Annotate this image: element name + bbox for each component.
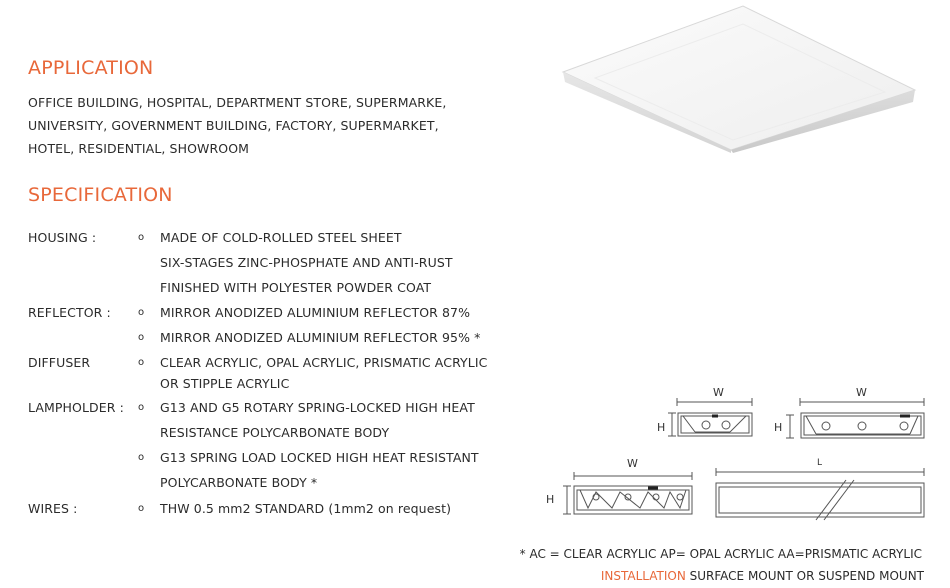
spec-text: POLYCARBONATE BODY * <box>160 475 318 490</box>
bullet-icon: o <box>138 452 145 463</box>
spec-label: HOUSING : <box>28 230 97 245</box>
spec-label: REFLECTOR : <box>28 305 111 320</box>
application-line: UNIVERSITY, GOVERNMENT BUILDING, FACTORY, SUPERMARKET, <box>28 118 439 133</box>
bullet-icon: o <box>138 332 145 343</box>
width-label-1: W <box>713 386 724 399</box>
spec-row <box>0 376 520 396</box>
height-label-1: H <box>657 421 666 434</box>
spec-row <box>0 400 520 420</box>
spec-text: G13 SPRING LOAD LOCKED HIGH HEAT RESISTANT <box>160 450 479 465</box>
bullet-icon: o <box>138 307 145 318</box>
spec-text: G13 AND G5 ROTARY SPRING-LOCKED HIGH HEAT <box>160 400 475 415</box>
installation-text: SURFACE MOUNT OR SUSPEND MOUNT <box>685 569 924 583</box>
length-label: L <box>817 458 823 468</box>
spec-text: SIX-STAGES ZINC-PHOSPHATE AND ANTI-RUST <box>160 255 453 270</box>
application-text <box>28 91 446 160</box>
spec-row <box>0 230 520 250</box>
spec-row <box>0 425 520 445</box>
length-side-view <box>716 483 924 517</box>
height-label-3: H <box>546 493 555 506</box>
spec-label: WIRES : <box>28 501 78 516</box>
spec-label: DIFFUSER <box>28 355 91 370</box>
spec-text: FINISHED WITH POLYESTER POWDER COAT <box>160 280 432 295</box>
spec-text: THW 0.5 mm2 STANDARD (1mm2 on request) <box>160 501 452 516</box>
acrylic-legend: * AC = CLEAR ACRYLIC AP= OPAL ACRYLIC AA=PRISMATIC ACRYLIC <box>519 547 922 561</box>
bullet-icon: o <box>138 232 145 243</box>
bullet-icon: o <box>138 503 145 514</box>
dimension-diagrams <box>540 380 940 525</box>
spec-row <box>0 255 520 275</box>
spec-text: CLEAR ACRYLIC, OPAL ACRYLIC, PRISMATIC ACRYLIC <box>160 355 488 370</box>
spec-row <box>0 330 520 350</box>
bullet-icon: o <box>138 402 145 413</box>
spec-text: MADE OF COLD-ROLLED STEEL SHEET <box>160 230 402 245</box>
spec-text: OR STIPPLE ACRYLIC <box>160 376 290 391</box>
spec-text: RESISTANCE POLYCARBONATE BODY <box>160 425 390 440</box>
spec-row <box>0 501 520 521</box>
spec-text: MIRROR ANODIZED ALUMINIUM REFLECTOR 87% <box>160 305 471 320</box>
spec-row <box>0 475 520 495</box>
installation-line <box>601 569 924 583</box>
spec-row <box>0 355 520 375</box>
spec-label: LAMPHOLDER : <box>28 400 124 415</box>
spec-row <box>0 305 520 325</box>
spec-row <box>0 280 520 300</box>
ceiling-light-product-image <box>555 0 925 160</box>
application-line: HOTEL, RESIDENTIAL, SHOWROOM <box>28 141 250 156</box>
spec-text: MIRROR ANODIZED ALUMINIUM REFLECTOR 95% * <box>160 330 481 345</box>
height-label-2: H <box>774 421 783 434</box>
bullet-icon: o <box>138 357 145 368</box>
installation-label: INSTALLATION <box>600 569 686 583</box>
application-heading: APPLICATION <box>28 57 154 79</box>
width-label-2: W <box>856 386 867 399</box>
specification-heading: SPECIFICATION <box>28 184 173 206</box>
application-line: OFFICE BUILDING, HOSPITAL, DEPARTMENT STORE, SUPERMARKE, <box>28 95 447 110</box>
width-label-3: W <box>627 457 638 470</box>
spec-row <box>0 450 520 470</box>
